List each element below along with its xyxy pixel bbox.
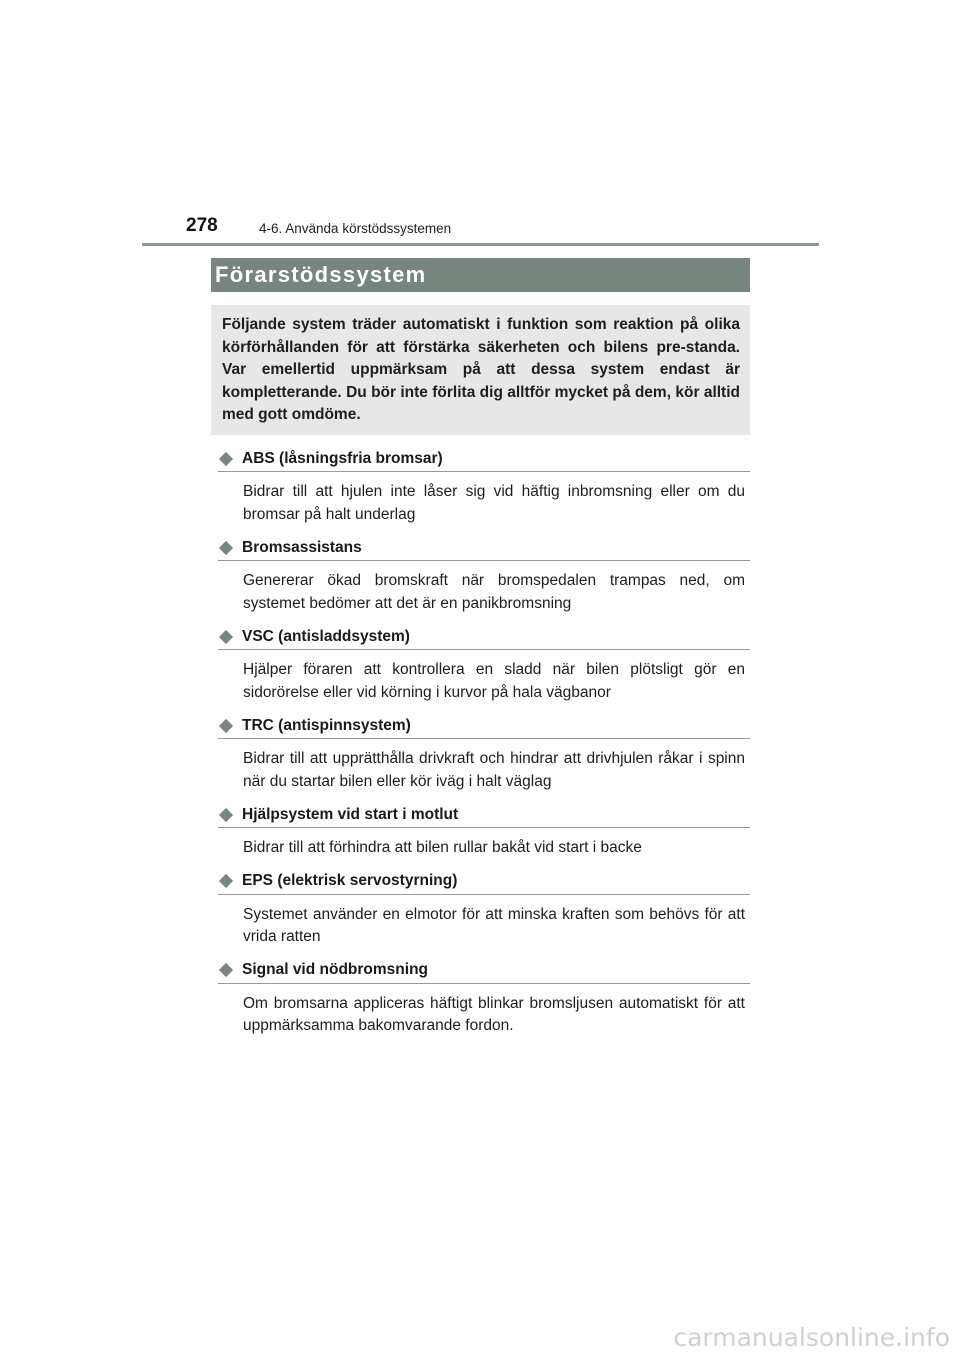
feature-item — [218, 536, 750, 615]
feature-heading — [218, 536, 750, 561]
feature-item — [218, 447, 750, 526]
feature-description: Hjälper föraren att kontrollera en sladd när bilen plötsligt gör en sidorörelse eller vid körning i kurvor på hala vägbanor — [243, 661, 745, 701]
diamond-bullet-icon — [219, 629, 233, 643]
feature-title: Signal vid nödbromsning — [242, 961, 428, 978]
feature-title: VSC (antisladdsystem) — [242, 627, 410, 645]
feature-title: Bromsassistans — [242, 538, 362, 556]
feature-item — [218, 714, 750, 793]
feature-heading — [218, 959, 750, 984]
feature-heading — [218, 447, 750, 472]
diamond-bullet-icon — [219, 963, 233, 977]
diamond-bullet-icon — [219, 874, 233, 888]
feature-heading — [218, 803, 750, 828]
intro-box — [211, 305, 750, 435]
feature-item — [218, 625, 750, 704]
page-title: Förarstödssystem — [215, 262, 427, 287]
section-label: 4-6. Använda körstödssystemen — [259, 221, 452, 236]
diamond-bullet-icon — [219, 540, 233, 554]
feature-description: Om bromsarna appliceras häftigt blinkar bromsljusen automatiskt för att uppmärksamma bakomvarande fordon. — [243, 994, 745, 1034]
feature-title: Hjälpsystem vid start i motlut — [242, 805, 459, 823]
feature-description: Bidrar till att hjulen inte låser sig vid häftig inbromsning eller om du bromsar på halt underlag — [243, 483, 745, 523]
watermark: carmanualsonline.info — [673, 1323, 950, 1352]
feature-description: Genererar ökad bromskraft när bromspedalen trampas ned, om systemet bedömer att det är en panikbromsning — [243, 572, 745, 612]
diamond-bullet-icon — [219, 451, 233, 465]
feature-title: EPS (elektrisk servostyrning) — [242, 872, 458, 889]
page-title-bar — [211, 258, 750, 292]
diamond-bullet-icon — [219, 718, 233, 732]
intro-text: Följande system träder automatiskt i funktion som reaktion på olika körförhållanden för att förstärka säkerheten och bilens pre-standa. Var emellertid uppmärksam på att dessa system endast är kompletterande. Du bör inte förlita dig alltför mycket på dem, kör alltid med gott omdöme. — [222, 316, 740, 423]
page-number: 278 — [186, 215, 218, 236]
feature-description: Bidrar till att upprätthålla drivkraft och hindrar att drivhjulen råkar i spinn när du startar bilen eller kör iväg i halt väglag — [243, 750, 745, 790]
feature-list — [218, 447, 750, 1048]
diamond-bullet-icon — [219, 807, 233, 821]
feature-description: Systemet använder en elmotor för att minska kraften som behövs för att vrida ratten — [243, 905, 745, 945]
header-rule — [142, 243, 819, 246]
feature-item — [218, 870, 750, 949]
feature-heading — [218, 714, 750, 739]
feature-item — [218, 803, 750, 860]
feature-heading — [218, 625, 750, 650]
feature-title: TRC (antispinnsystem) — [242, 716, 411, 734]
feature-description: Bidrar till att förhindra att bilen rullar bakåt vid start i backe — [243, 839, 642, 856]
feature-heading — [218, 870, 750, 895]
feature-title: ABS (låsningsfria bromsar) — [242, 449, 443, 467]
feature-item — [218, 959, 750, 1038]
